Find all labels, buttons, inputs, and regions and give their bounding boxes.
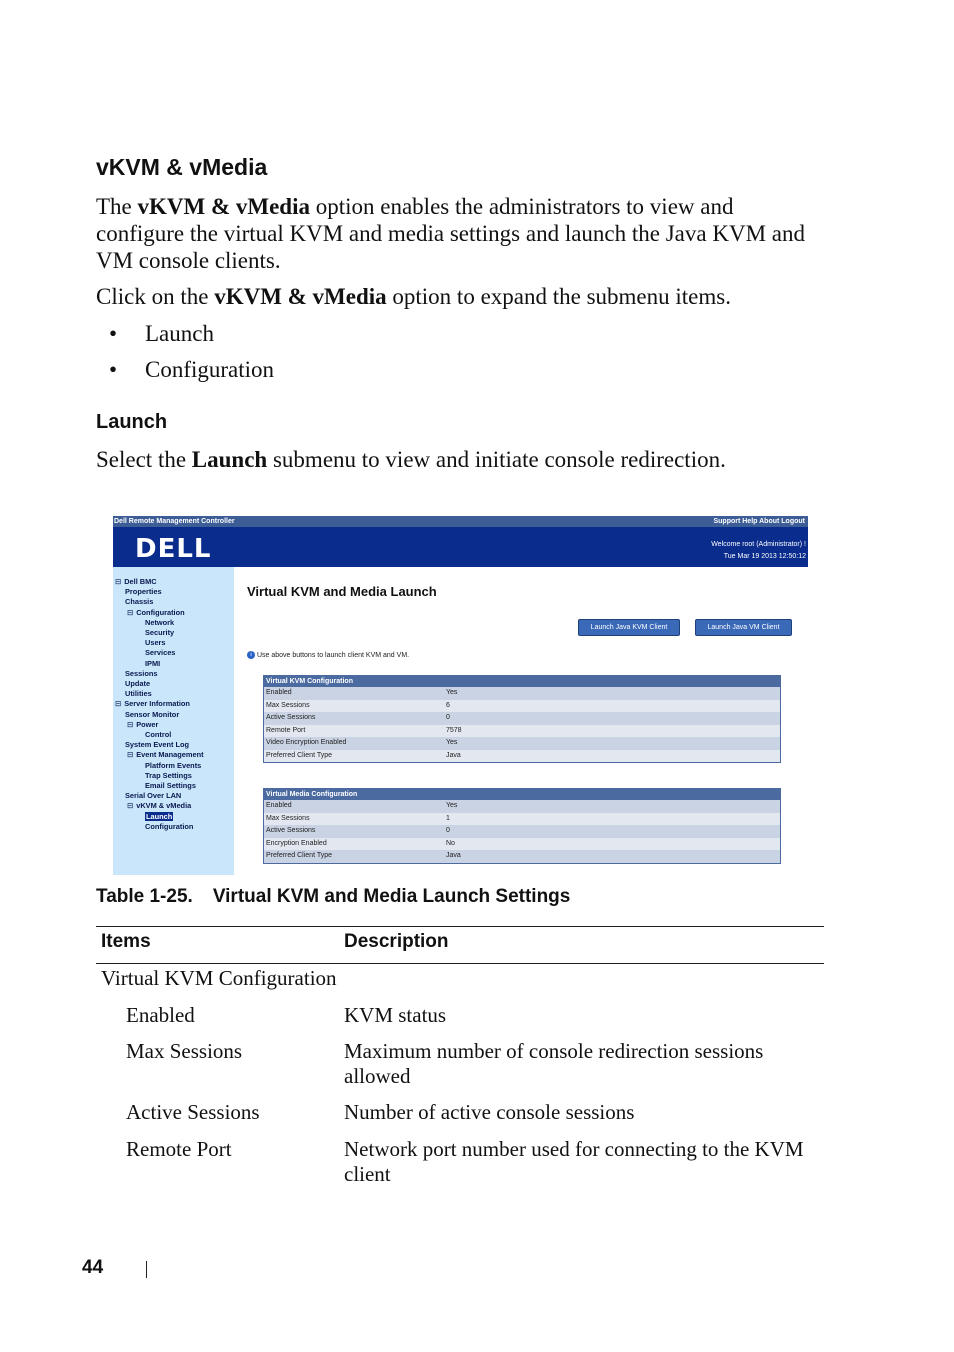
col-header-items: Items [101, 931, 151, 952]
sidebar-item-label: Platform Events [145, 760, 202, 770]
table-row [264, 800, 780, 813]
table-row [264, 850, 780, 863]
top-bar-title: Dell Remote Management Controller [114, 518, 235, 525]
row-key: Encryption Enabled [266, 839, 327, 847]
launch-vm-button[interactable]: Launch Java VM Client [695, 619, 792, 636]
sidebar-item-label: Email Settings [145, 781, 196, 790]
table-item: Enabled [126, 1003, 195, 1027]
sidebar-item[interactable] [145, 761, 201, 771]
row-value: Yes [446, 739, 458, 746]
datetime-text: Tue Mar 19 2013 12:50:12 [723, 553, 806, 560]
collapse-icon[interactable]: ⊟ [115, 577, 122, 586]
intro-paragraph: The vKVM & vMedia option enables the administrators to view and configure the virtual KVM and media settings and launch the Java KVM and VM console clients. [96, 194, 805, 273]
sidebar-item[interactable] [125, 597, 153, 607]
dell-logo: DELL [135, 534, 212, 564]
media-table-header: Virtual Media Configuration [264, 789, 780, 800]
help-link[interactable]: Help [742, 518, 758, 525]
sidebar-item[interactable] [115, 699, 190, 709]
top-links [713, 516, 805, 527]
sidebar-item-label: Services [145, 648, 176, 658]
launch-kvm-button[interactable]: Launch Java KVM Client [578, 619, 680, 636]
table-row [264, 825, 780, 838]
sidebar-item-label: Server Information [124, 699, 190, 709]
sidebar-item[interactable] [145, 812, 173, 822]
sidebar-item-label: Users [145, 638, 166, 648]
sidebar-item[interactable] [125, 740, 189, 750]
collapse-icon[interactable]: ⊟ [115, 699, 122, 709]
sidebar-item-label: Control [145, 730, 172, 739]
row-value: 7578 [446, 726, 462, 734]
sidebar-item-label: Sensor Monitor [125, 709, 180, 719]
row-value: No [446, 839, 455, 847]
row-value: 0 [446, 714, 450, 721]
sidebar-item-label: Utilities [125, 689, 152, 699]
table-description: allowed [344, 1064, 411, 1088]
row-key: Video Encryption Enabled [266, 739, 347, 746]
sidebar-item-label: Security [145, 628, 175, 637]
page-number: 44 [82, 1257, 104, 1278]
launch-title: Launch [96, 411, 168, 433]
row-value: Java [446, 751, 461, 759]
sidebar-item-label: Dell BMC [124, 577, 157, 586]
sidebar-item-label: Launch [146, 811, 173, 821]
welcome-block [711, 539, 806, 563]
table-item: Active Sessions [126, 1100, 260, 1124]
row-key: Active Sessions [266, 827, 316, 834]
about-link[interactable]: About [759, 518, 780, 525]
table-row [264, 838, 780, 851]
sidebar-item[interactable] [125, 689, 152, 699]
sidebar-item[interactable] [127, 608, 185, 618]
table-row [264, 712, 780, 725]
table-row [264, 725, 780, 738]
page-title: Virtual KVM and Media Launch [247, 584, 437, 599]
media-config-table [263, 788, 781, 864]
sidebar-item[interactable] [145, 730, 171, 740]
sidebar-item-label: Trap Settings [145, 770, 192, 780]
table-item: Max Sessions [126, 1039, 243, 1063]
row-key: Active Sessions [266, 714, 316, 721]
collapse-icon[interactable]: ⊟ [127, 750, 134, 760]
row-key: Remote Port [266, 726, 306, 734]
info-icon: i [247, 651, 255, 659]
table-description: client [344, 1162, 391, 1186]
info-line [247, 651, 409, 659]
table-description: Number of active console sessions [344, 1100, 635, 1124]
table-header-rule [96, 963, 824, 964]
row-key: Enabled [266, 802, 292, 809]
table-item: Remote Port [126, 1137, 232, 1161]
collapse-icon[interactable]: ⊟ [127, 607, 134, 617]
sidebar-item-label: Configuration [136, 607, 185, 617]
sidebar-item-label: Properties [125, 587, 162, 597]
kvm-config-table [263, 675, 781, 763]
sidebar-item[interactable] [127, 801, 191, 811]
sidebar-item-label: Sessions [125, 668, 158, 678]
bmc-screenshot [113, 516, 808, 875]
sidebar-item[interactable] [145, 628, 174, 638]
table-caption: Table 1-25. Virtual KVM and Media Launch Settings [96, 886, 571, 907]
header-banner [113, 527, 808, 567]
sidebar-tree [113, 567, 234, 875]
section-title: vKVM & vMedia [96, 154, 268, 180]
sidebar-item[interactable] [145, 638, 166, 648]
sidebar-item[interactable] [145, 771, 192, 781]
table-top-rule [96, 926, 824, 927]
collapse-icon[interactable]: ⊟ [127, 801, 134, 811]
col-header-description: Description [344, 931, 449, 952]
row-key: Max Sessions [266, 701, 310, 709]
collapse-icon[interactable]: ⊟ [127, 719, 134, 729]
sidebar-item-label: Serial Over LAN [125, 791, 182, 801]
welcome-text: Welcome root (Administrator) ! [711, 541, 806, 548]
sidebar-item-label: Network [145, 617, 175, 627]
sidebar-item[interactable] [125, 791, 181, 801]
table-group-label: Virtual KVM Configuration [101, 966, 337, 990]
table-description: Maximum number of console redirection sessions [344, 1039, 764, 1063]
sidebar-item[interactable] [145, 648, 175, 658]
table-row [264, 737, 780, 750]
table-row [264, 687, 780, 700]
sidebar-item[interactable] [145, 781, 196, 791]
row-value: Java [446, 852, 461, 859]
sidebar-item[interactable] [125, 587, 162, 597]
sidebar-item-label: IPMI [145, 658, 161, 668]
table-row [264, 700, 780, 713]
row-value: 6 [446, 701, 450, 709]
sidebar-item[interactable] [145, 618, 174, 628]
expand-paragraph: Click on the vKVM & vMedia option to expand the submenu items. [96, 284, 731, 309]
sidebar-item-label: Configuration [145, 821, 194, 831]
table-row [264, 813, 780, 826]
support-link[interactable]: Support [713, 518, 741, 525]
row-value: 0 [446, 827, 450, 834]
row-key: Enabled [266, 689, 292, 696]
logout-link[interactable]: Logout [781, 518, 805, 525]
sidebar-item[interactable] [145, 659, 160, 669]
launch-paragraph: Select the Launch submenu to view and initiate console redirection. [96, 447, 726, 472]
sidebar-item-label: Chassis [125, 597, 154, 607]
row-value: 1 [446, 814, 450, 822]
sidebar-item[interactable] [127, 750, 204, 760]
row-key: Max Sessions [266, 814, 310, 822]
sidebar-item[interactable] [125, 679, 150, 689]
row-value: Yes [446, 802, 458, 809]
table-row [264, 750, 780, 763]
top-bar [113, 516, 808, 527]
table-description: Network port number used for connecting to the KVM [344, 1137, 804, 1161]
info-text: Use above buttons to launch client KVM and VM. [256, 651, 410, 659]
sidebar-item-label: System Event Log [125, 740, 190, 750]
table-description: KVM status [344, 1003, 447, 1027]
sidebar-item-label: Update [125, 679, 151, 688]
row-key: Preferred Client Type [266, 852, 333, 859]
sidebar-item[interactable] [125, 710, 179, 720]
sidebar-item-label: Event Management [136, 750, 204, 760]
row-value: Yes [446, 689, 458, 696]
row-key: Preferred Client Type [266, 751, 333, 759]
sidebar-item[interactable] [125, 669, 157, 679]
sidebar-item[interactable] [145, 822, 193, 832]
footer-divider [146, 1261, 147, 1278]
sidebar-item-label: Power [136, 719, 159, 729]
sidebar-item-label: vKVM & vMedia [136, 801, 192, 811]
kvm-table-header: Virtual KVM Configuration [264, 676, 780, 687]
sidebar-item[interactable] [127, 720, 158, 730]
sidebar-item[interactable] [115, 577, 157, 587]
